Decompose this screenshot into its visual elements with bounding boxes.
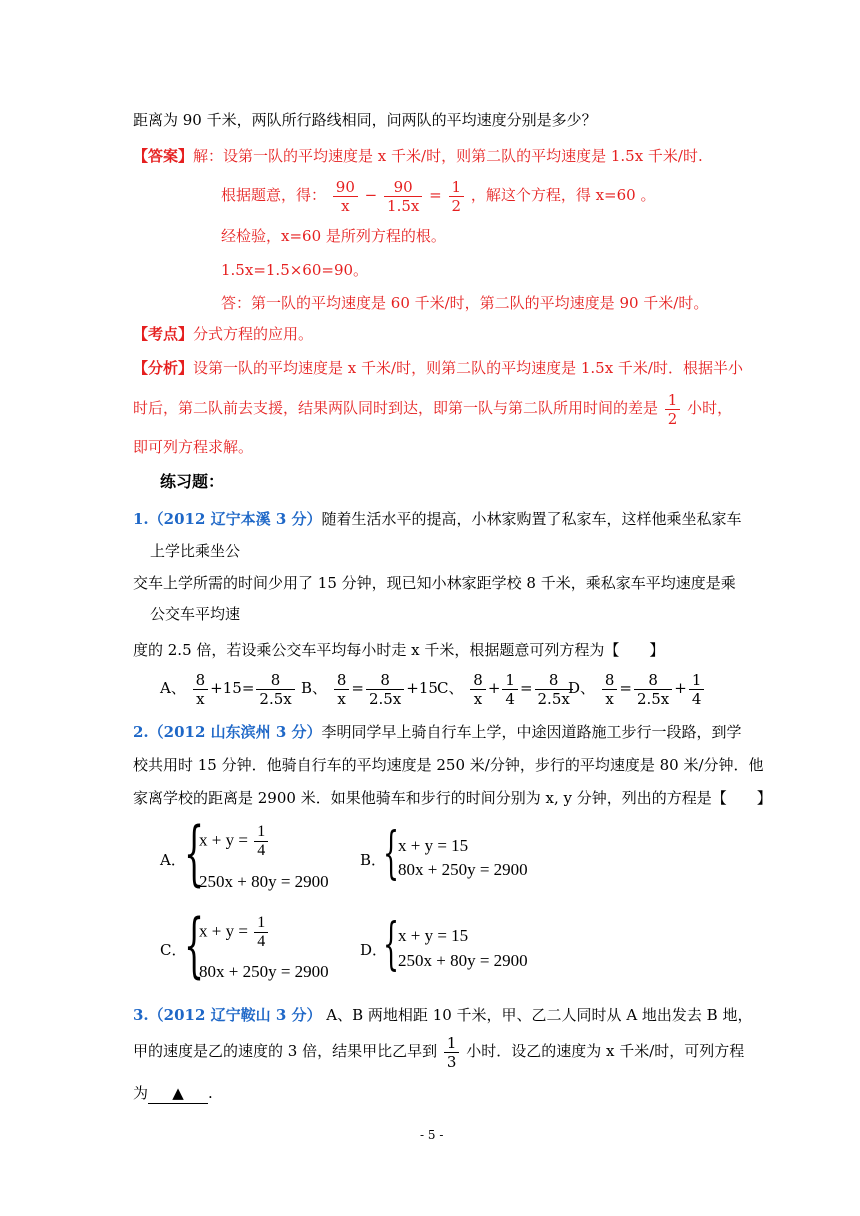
q1-line-1 <box>133 509 742 529</box>
option-a-mid: +15= <box>210 679 255 697</box>
q2-source: （2012 山东滨州 3 分） <box>148 723 322 741</box>
q1-line-4: 公交车平均速 <box>150 605 241 623</box>
answer-line-3: 经检验，x=60 是所列方程的根。 <box>221 227 446 245</box>
option-b-label: B、 <box>301 679 328 697</box>
eq-text: x + y = <box>199 921 248 941</box>
answer-eq-post: ，解这个方程，得 x=60 。 <box>470 186 656 204</box>
fenxi-text-2-post: 小时， <box>687 399 733 417</box>
q2-option-d-label[interactable]: D． <box>360 941 388 959</box>
fraction: $\frac{8}{2.5x}$ <box>535 671 573 708</box>
q3-line-1 <box>133 1005 752 1025</box>
kaodian-tag: 【考点】 <box>133 325 194 343</box>
q2-line-1 <box>133 722 742 742</box>
q3-text-1: A、B 两地相距 10 千米，甲、乙二人同时从 A 地出发去 B 地， <box>321 1006 753 1024</box>
option-c-label: C、 <box>437 679 464 697</box>
option-b-mid: = <box>351 679 364 697</box>
q1-line-5: 度的 2.5 倍，若设乘公交车平均每小时走 x 千米，根据题意可列方程为【 】 <box>133 641 665 659</box>
q3-text-3: 为 <box>133 1084 149 1102</box>
equals-sign: = <box>429 186 442 204</box>
fraction-90-1.5x: $\frac{90}{1.5x}$ <box>384 178 422 215</box>
kaodian-text: 分式方程的应用。 <box>193 325 314 343</box>
fenxi-tag: 【分析】 <box>133 359 194 377</box>
q2-c-eq1 <box>199 914 270 951</box>
fraction: $\frac{8}{x}$ <box>602 671 618 708</box>
q2-option-a-label[interactable]: A． <box>160 851 186 869</box>
q2-d-eq2: 250x + 80y = 2900 <box>398 951 528 970</box>
q1-line-2: 上学比乘坐公 <box>150 542 241 560</box>
option-d-mid2: + <box>674 679 687 697</box>
q2-line-3: 家离学校的距离是 2900 米．如果他骑车和步行的时间分别为 x, y 分钟，列出的方程是【 】 <box>133 789 772 807</box>
option-c-mid2: = <box>519 679 533 697</box>
q2-c-eq2: 80x + 250y = 2900 <box>199 962 329 981</box>
answer-text: 解：设第一队的平均速度是 x 千米/时，则第二队的平均速度是 1.5x 千米/时. <box>193 147 703 165</box>
answer-blank[interactable]: ▲ <box>148 1083 208 1104</box>
brace-icon: { <box>383 821 400 886</box>
fraction: $\frac{8}{x}$ <box>470 671 486 708</box>
fraction: $\frac{8}{2.5x}$ <box>256 671 294 708</box>
q1-text-1: 随着生活水平的提高，小林家购置了私家车，这样他乘坐私家车 <box>321 510 742 528</box>
q2-line-2: 校共用时 15 分钟．他骑自行车的平均速度是 250 米/分钟，步行的平均速度是 80 米/分钟．他 <box>133 756 764 774</box>
fraction: $\frac{8}{2.5x}$ <box>366 671 404 708</box>
q1-option-c[interactable] <box>437 668 575 708</box>
fraction: $\frac{1}{4}$ <box>689 671 705 708</box>
q1-line-3: 交车上学所需的时间少用了 15 分钟，现已知小林家距学校 8 千米，乘私家车平均速度是乘 <box>133 574 736 592</box>
intro-line: 距离为 90 千米，两队所行路线相同，问两队的平均速度分别是多少？ <box>133 111 597 129</box>
q2-a-eq1 <box>199 823 270 860</box>
answer-line-1 <box>133 146 703 166</box>
q3-text-3-post: . <box>208 1084 213 1102</box>
brace-icon: { <box>184 904 205 986</box>
q2-b-eq1: x + y = 15 <box>398 836 469 855</box>
answer-tag: 【答案】 <box>133 147 194 165</box>
q1-option-b[interactable] <box>301 668 438 708</box>
q2-number: 2. <box>133 723 149 741</box>
fraction-1-4: $\frac{1}{4}$ <box>254 823 268 860</box>
fraction-1-3: $\frac{1}{3}$ <box>444 1034 460 1071</box>
answer-line-5: 答：第一队的平均速度是 60 千米/时，第二队的平均速度是 90 千米/时。 <box>221 294 709 312</box>
brace-icon: { <box>383 912 400 977</box>
q2-d-eq1: x + y = 15 <box>398 926 469 945</box>
q2-b-eq2: 80x + 250y = 2900 <box>398 860 528 879</box>
q3-line-3 <box>133 1083 213 1104</box>
fraction: $\frac{1}{4}$ <box>502 671 518 708</box>
fraction: $\frac{8}{x}$ <box>334 671 350 708</box>
q2-text-1: 李明同学早上骑自行车上学，中途因道路施工步行一段路，到学 <box>321 723 742 741</box>
q1-option-d[interactable] <box>568 668 706 708</box>
q3-number: 3. <box>133 1006 149 1024</box>
q2-option-c-label[interactable]: C． <box>160 941 187 959</box>
q2-option-b-label[interactable]: B． <box>360 851 387 869</box>
option-c-mid1: + <box>487 679 501 697</box>
kaodian-line <box>133 324 313 344</box>
eq-text: x + y = <box>199 830 248 850</box>
fraction: $\frac{8}{x}$ <box>193 671 209 708</box>
fenxi-line-1 <box>133 358 743 378</box>
brace-icon: { <box>184 812 205 894</box>
option-d-mid1: = <box>619 679 632 697</box>
q3-line-2 <box>133 1031 744 1071</box>
answer-eq-pre: 根据题意，得： <box>221 186 327 204</box>
q1-source: （2012 辽宁本溪 3 分） <box>148 510 322 528</box>
fenxi-line-3: 即可列方程求解。 <box>133 438 254 456</box>
fraction-1-4: $\frac{1}{4}$ <box>254 914 268 951</box>
q2-a-eq2: 250x + 80y = 2900 <box>199 872 329 891</box>
q1-number: 1. <box>133 510 149 528</box>
fraction: $\frac{8}{2.5x}$ <box>634 671 672 708</box>
answer-line-4: 1.5x=1.5×60=90。 <box>221 261 369 279</box>
option-b-post: +15 <box>406 679 438 697</box>
option-a-label: A、 <box>160 679 186 697</box>
fraction-90-x: $\frac{90}{x}$ <box>333 178 358 215</box>
fenxi-text-2: 时后，第二队前去支援，结果两队同时到达，即第一队与第二队所用时间的差是 <box>133 399 659 417</box>
q3-source: （2012 辽宁鞍山 3 分） <box>148 1006 322 1024</box>
fenxi-line-2 <box>133 388 732 428</box>
q3-text-2: 甲的速度是乙的速度的 3 倍，结果甲比乙早到 <box>133 1042 438 1060</box>
q1-option-a[interactable] <box>160 668 297 708</box>
fraction-1-2: $\frac{1}{2}$ <box>665 391 681 428</box>
page-number: - 5 - <box>420 1128 444 1142</box>
practice-title: 练习题： <box>160 472 225 491</box>
q3-text-2-post: 小时．设乙的速度为 x 千米/时，可列方程 <box>466 1042 745 1060</box>
fenxi-text-1: 设第一队的平均速度是 x 千米/时，则第二队的平均速度是 1.5x 千米/时．根据半小 <box>193 359 743 377</box>
fraction-1-2: $\frac{1}{2}$ <box>449 178 465 215</box>
option-d-label: D、 <box>568 679 596 697</box>
minus-sign: − <box>364 186 378 204</box>
answer-equation-line <box>221 175 655 215</box>
